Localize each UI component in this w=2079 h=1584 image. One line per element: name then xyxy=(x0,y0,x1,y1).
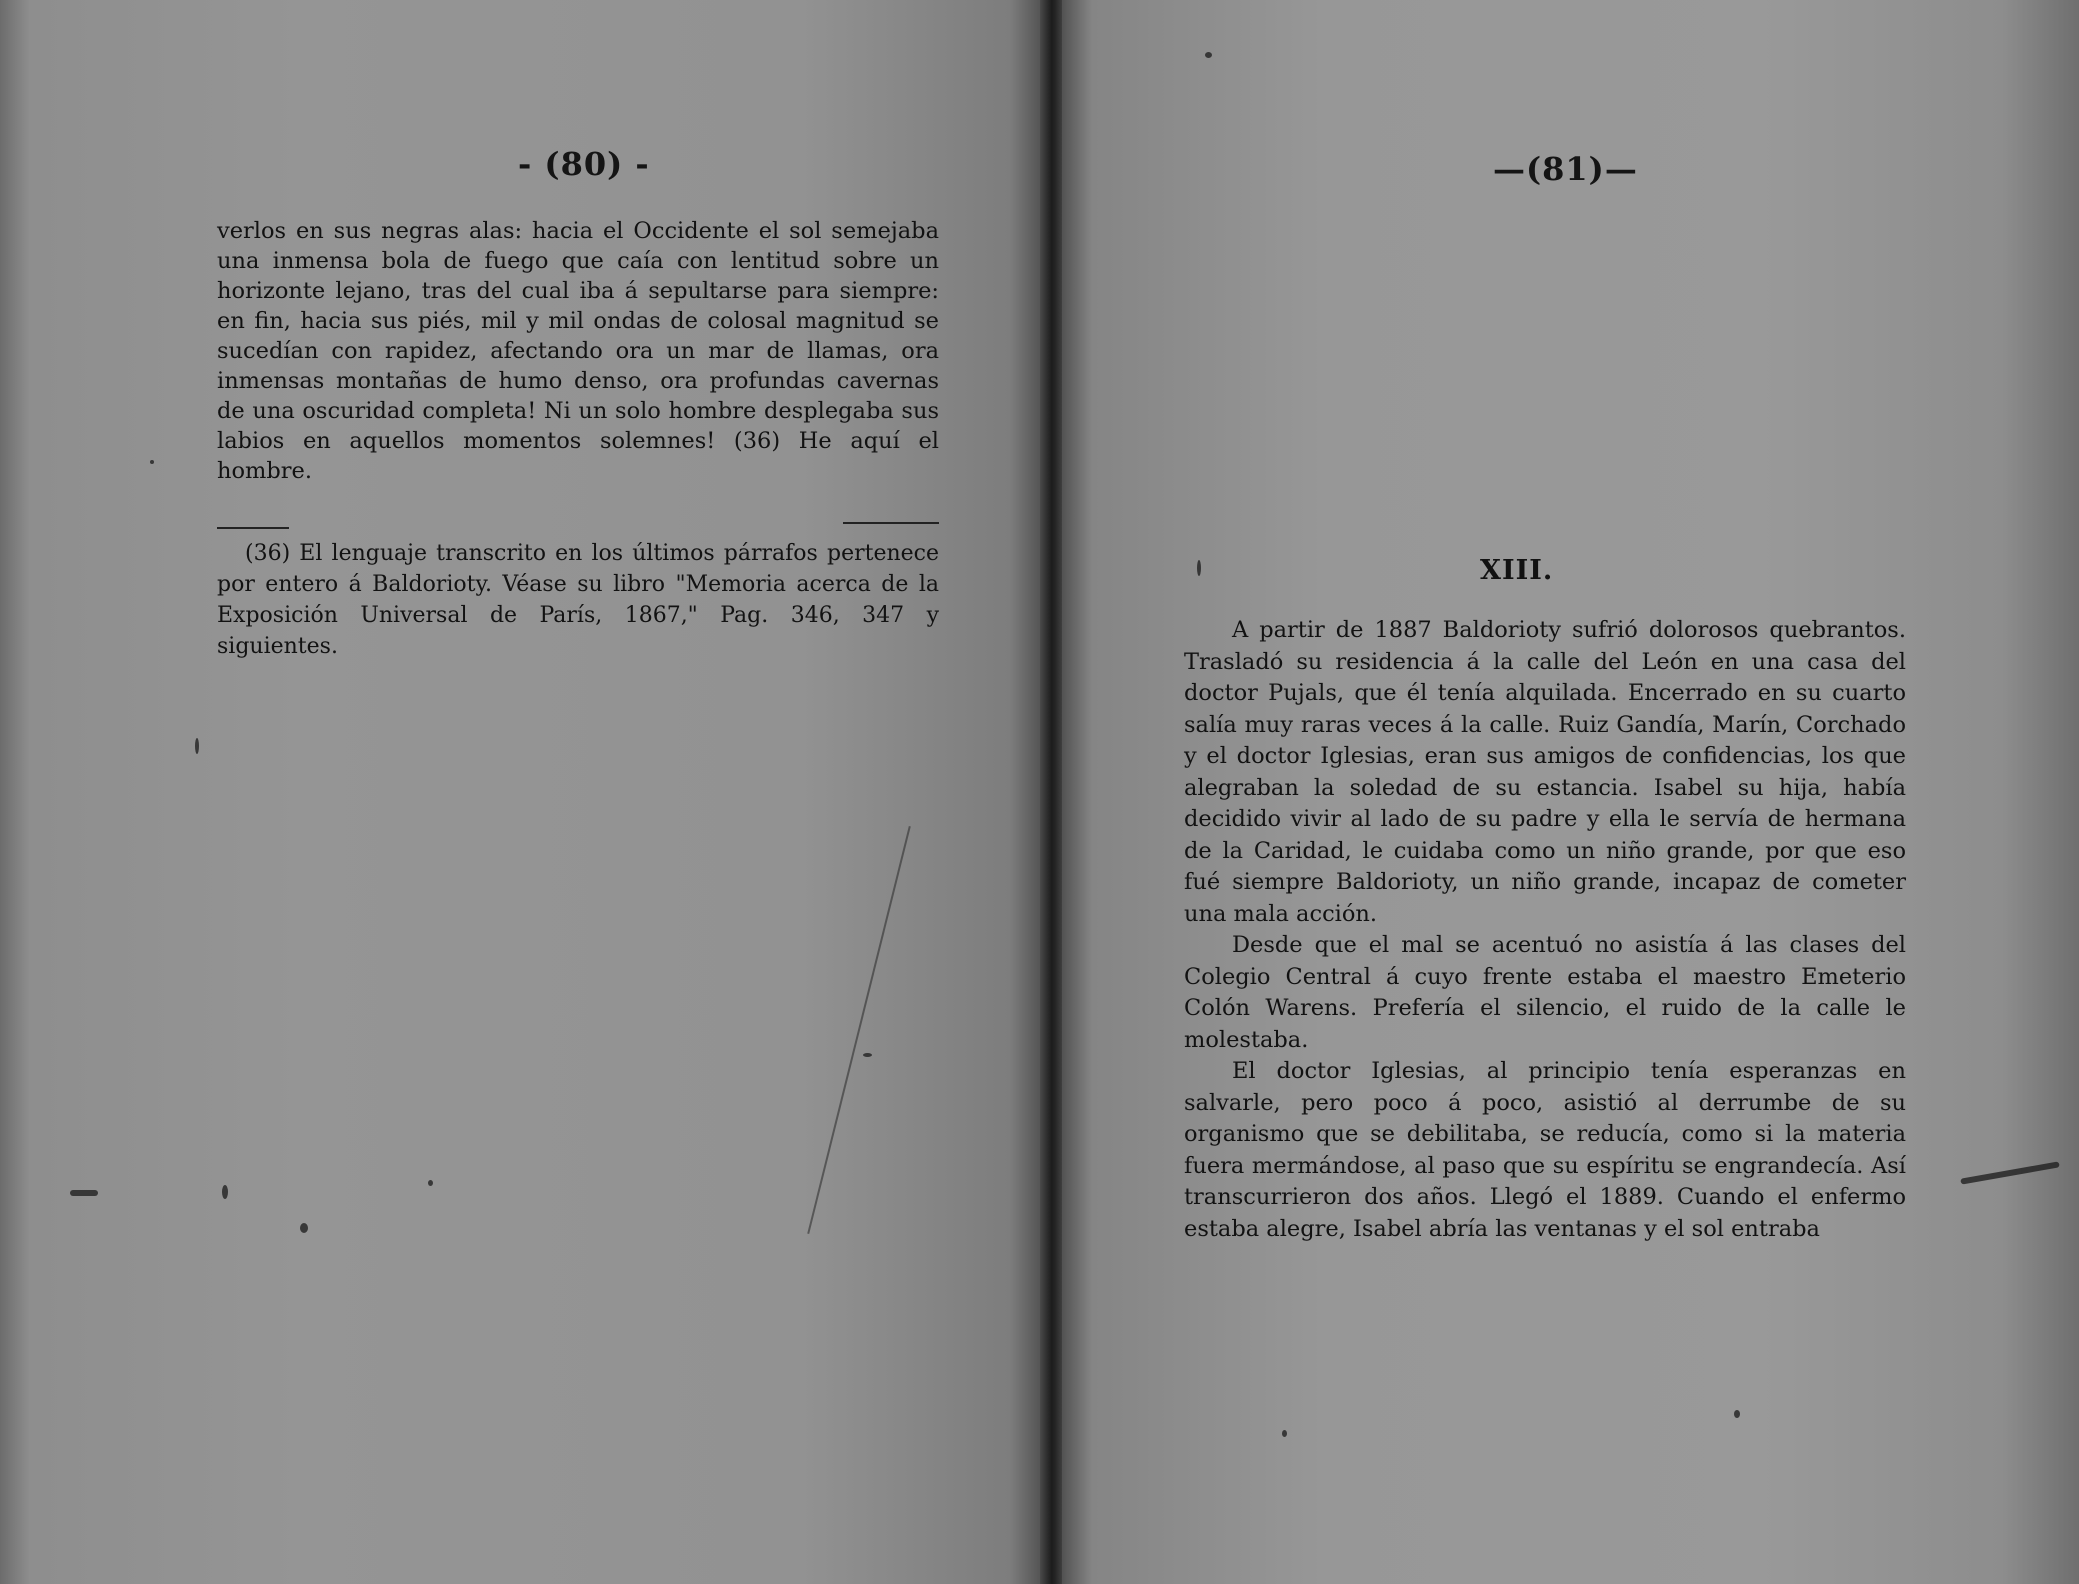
scan-speck xyxy=(150,460,154,464)
footnote-rule-left xyxy=(217,527,289,529)
footnote-rule-right xyxy=(843,522,939,524)
scan-speck xyxy=(863,1053,872,1057)
right-page-number: —(81)— xyxy=(1493,150,1638,188)
scan-speck xyxy=(222,1185,228,1199)
right-paragraph-1: A partir de 1887 Baldorioty sufrió dolorosos quebrantos. Trasladó su residencia á la calle del León en una casa del doctor Pujals, que él tenía alquilada. Encerrado en su cuarto salía muy raras veces á la calle. Ruiz Gandía, Marín, Corchado y el doctor Iglesias, eran sus amigos de confidencias, los que alegraban la soledad de su estancia. Isabel su hija, había decidido vivir al lado de su padre y ella le servía de hermana de la Caridad, le cuidaba como un niño grande, por que eso fué siempre Baldorioty, un niño grande, incapaz de cometer una mala acción. xyxy=(1184,617,1906,927)
right-paragraph-3: El doctor Iglesias, al principio tenía esperanzas en salvarle, pero poco á poco, asistió al derrumbe de su organismo que se debilitaba, se reducía, como si la materia fuera mermándose, al paso que su espíritu se engrandecía. Así transcurrieron dos años. Llegó el 1889. Cuando el enfermo estaba alegre, Isabel abría las ventanas y el sol entraba xyxy=(1184,1058,1906,1242)
scan-speck xyxy=(70,1190,98,1196)
scan-speck xyxy=(1197,560,1201,576)
scan-speck xyxy=(1282,1430,1287,1437)
scan-speck xyxy=(195,738,199,754)
left-paragraph: verlos en sus negras alas: hacia el Occidente el sol semejaba una inmensa bola de fuego que caía con lentitud sobre un horizonte lejano, tras del cual iba á sepultarse para siempre: en fin, hacia sus piés, mil y mil ondas de colosal magnitud se sucedían con rapidez, afectando ora un mar de llamas, ora inmensas montañas de humo denso, ora profundas cavernas de una oscuridad completa! Ni un solo hombre desplegaba sus labios en aquellos momentos solemnes! (36) He aquí el hombre. xyxy=(217,218,939,484)
left-body-text xyxy=(217,216,939,486)
left-page-number: - (80) - xyxy=(518,145,650,183)
scan-speck xyxy=(428,1180,433,1186)
scan-streak xyxy=(807,826,911,1234)
scan-speck xyxy=(1960,1161,2060,1184)
right-page xyxy=(1062,0,2079,1584)
footnote-text: (36) El lenguaje transcrito en los últimos párrafos pertenece por entero á Baldorioty. Véase su libro "Memoria acerca de la Exposición Universal de París, 1867," Pag. 346, 347 y siguientes. xyxy=(217,541,939,659)
scan-speck xyxy=(300,1223,308,1233)
scan-speck xyxy=(1205,52,1212,58)
right-body-text xyxy=(1184,615,1906,1245)
right-paragraph-2: Desde que el mal se acentuó no asistía á las clases del Colegio Central á cuyo frente estaba el maestro Emeterio Colón Warens. Prefería el silencio, el ruido de la calle le molestaba. xyxy=(1184,932,1906,1053)
scan-speck xyxy=(1734,1410,1740,1418)
footnote-block xyxy=(217,538,939,662)
chapter-heading: XIII. xyxy=(1480,555,1554,586)
